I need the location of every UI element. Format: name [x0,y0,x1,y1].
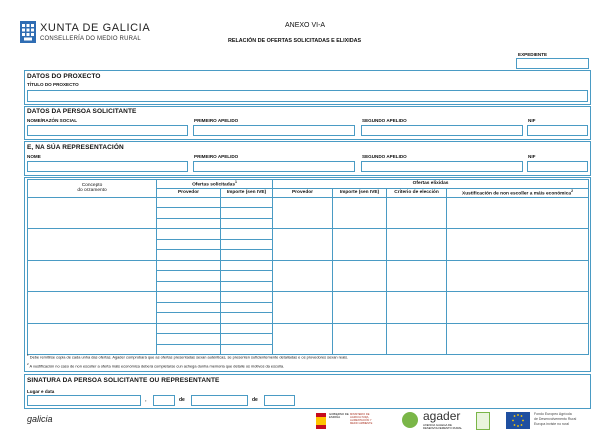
amount-cell[interactable] [221,302,273,313]
chosen-provider-cell[interactable] [273,229,333,261]
representative-surname1-field[interactable] [193,161,355,172]
amount-cell[interactable] [221,260,273,271]
ministry-line2: MINISTERIO DE AGRICULTURA, ALIMENTACIÓN Y MEDIO AMBIENTE [350,413,373,425]
provider-cell[interactable] [157,281,221,292]
applicant-surname2-label: SEGUNDO APELIDO [362,118,407,123]
galicia-logo [27,414,53,424]
feader-logo [506,411,591,433]
applicant-section-title: DATOS DA PERSOA SOLICITANTE [27,108,137,115]
col-amount: Importe (sen IVE) [221,188,273,197]
concept-header [28,180,157,198]
justification-cell[interactable] [447,197,589,229]
criteria-cell[interactable] [387,292,447,324]
amount-cell[interactable] [221,239,273,250]
agader-logo [402,410,472,434]
chosen-provider-cell[interactable] [273,260,333,292]
col-amount-chosen: Importe (sen IVE) [333,188,387,197]
amount-cell[interactable] [221,292,273,303]
form-title: RELACIÓN DE OFERTAS SOLICITADAS E ELIXIDAS [228,38,362,44]
footnote-1 [27,353,348,359]
ministry-line1: GOBIERNO DE ESPAÑA [329,412,349,419]
representative-surname1-label: PRIMEIRO APELIDO [194,154,239,159]
leader-logo-icon [476,412,490,430]
amount-cell[interactable] [221,250,273,261]
chosen-amount-cell[interactable] [333,323,387,355]
provider-cell[interactable] [157,208,221,219]
org-name: XUNTA DE GALICIA [40,22,151,34]
project-title-label: TÍTULO DO PROXECTO [27,82,79,87]
chosen-amount-cell[interactable] [333,260,387,292]
agader-subtitle: AXENCIA GALEGA DE DESENVOLVEMENTO RURAL [423,423,463,430]
concept-cell[interactable] [28,292,157,324]
provider-cell[interactable] [157,292,221,303]
footnote-2-text: A xustificación no caso de non escoller a oferta máis económica deberá completarse cun achega dunha memoria que detalle os motivos da escolla. [29,363,285,369]
place-field[interactable] [27,395,141,406]
eu-flag-icon [506,412,530,429]
concept-cell[interactable] [28,323,157,355]
chosen-amount-cell[interactable] [333,292,387,324]
spain-ministry-logo [316,412,378,432]
provider-cell[interactable] [157,323,221,334]
project-title-field[interactable] [27,90,588,102]
provider-cell[interactable] [157,260,221,271]
feader-line2: de Desenvolvemento Rural [534,417,577,421]
representative-name-label: NOME [27,154,41,159]
col-provider: Provedor [157,188,221,197]
annex-title: ANEXO VI-A [285,22,326,29]
footnote-1-num: 1 [27,353,29,357]
representative-section-title: E, NA SÚA REPRESENTACIÓN [27,144,124,151]
requested-offers-header [157,180,273,189]
justification-cell[interactable] [447,260,589,292]
provider-cell[interactable] [157,250,221,261]
galicia-logo-text: galicia [27,414,53,424]
provider-cell[interactable] [157,239,221,250]
requested-offers-sup: 1 [235,180,237,184]
col-justification-label: Xustificación de non escoller a máis económica [462,191,572,197]
representative-nif-field[interactable] [527,161,588,172]
feader-line1: Fondo Europeo Agrícola [534,412,572,416]
applicant-nif-field[interactable] [527,125,588,136]
requested-offers-label: Ofertas solicitadas [192,182,235,188]
representative-name-field[interactable] [27,161,188,172]
spain-flag-icon [316,413,326,429]
applicant-surname1-label: PRIMEIRO APELIDO [194,118,239,123]
applicant-name-field[interactable] [27,125,188,136]
col-justification-sup: 2 [571,188,574,193]
feader-line3: Europa inviste no rural [534,422,570,426]
chosen-provider-cell[interactable] [273,292,333,324]
amount-cell[interactable] [221,208,273,219]
applicant-surname2-field[interactable] [361,125,523,136]
department-name: CONSELLERÍA DO MEDIO RURAL [40,36,141,42]
provider-cell[interactable] [157,218,221,229]
representative-nif-label: NIF [528,154,536,159]
amount-cell[interactable] [221,323,273,334]
criteria-cell[interactable] [387,260,447,292]
comma-separator: , [145,397,147,403]
agader-name: agader [423,409,461,423]
amount-cell[interactable] [221,281,273,292]
offers-table [27,179,589,355]
footnote-1-text: Debe remitirse copia de cada unha das ofertas. Agader comprobará que as ofertas presentadas sexan auténticas, se presenten suficientemente detalladas e os provedores sexan reais. [29,354,349,360]
day-field[interactable] [153,395,175,406]
provider-cell[interactable] [157,313,221,324]
xunta-logo-icon [20,21,36,43]
col-criteria: Criterio de elección [387,188,447,197]
criteria-cell[interactable] [387,197,447,229]
amount-cell[interactable] [221,197,273,208]
project-section-title: DATOS DO PROXECTO [27,73,101,80]
place-date-label: Lugar e data [27,389,55,394]
concept-header-line1: Concepto [81,183,103,189]
chosen-provider-cell[interactable] [273,197,333,229]
signature-section-title: SINATURA DA PERSOA SOLICITANTE OU REPRESENTANTE [27,377,220,384]
provider-cell[interactable] [157,334,221,345]
justification-cell[interactable] [447,323,589,355]
chosen-offers-header: Ofertas elixidas [273,180,589,189]
chosen-amount-cell[interactable] [333,197,387,229]
justification-cell[interactable] [447,229,589,261]
concept-cell[interactable] [28,260,157,292]
applicant-nif-label: NIF [528,118,536,123]
concept-header-line2: do orzamento [77,188,107,194]
month-field[interactable] [191,395,248,406]
amount-cell[interactable] [221,218,273,229]
de-separator-2: de [252,397,258,403]
year-field[interactable] [264,395,295,406]
provider-cell[interactable] [157,197,221,208]
provider-cell[interactable] [157,302,221,313]
chosen-provider-cell[interactable] [273,323,333,355]
concept-cell[interactable] [28,229,157,261]
provider-cell[interactable] [157,271,221,282]
criteria-cell[interactable] [387,229,447,261]
agader-leaf-icon [402,412,418,428]
col-justification [447,188,589,197]
amount-cell[interactable] [221,334,273,345]
representative-surname2-field[interactable] [361,161,523,172]
amount-cell[interactable] [221,229,273,240]
applicant-name-label: NOME/RAZÓN SOCIAL [27,118,78,123]
de-separator-1: de [179,397,185,403]
footnote-2 [27,362,284,368]
justification-cell[interactable] [447,292,589,324]
applicant-surname1-field[interactable] [193,125,355,136]
criteria-cell[interactable] [387,323,447,355]
chosen-amount-cell[interactable] [333,229,387,261]
representative-surname2-label: SEGUNDO APELIDO [362,154,407,159]
footnote-2-num: 2 [27,362,29,366]
concept-cell[interactable] [28,197,157,229]
expediente-label: EXPEDIENTE [518,52,548,57]
expediente-field[interactable] [516,58,589,69]
provider-cell[interactable] [157,229,221,240]
amount-cell[interactable] [221,271,273,282]
amount-cell[interactable] [221,313,273,324]
col-provider-chosen: Provedor [273,188,333,197]
